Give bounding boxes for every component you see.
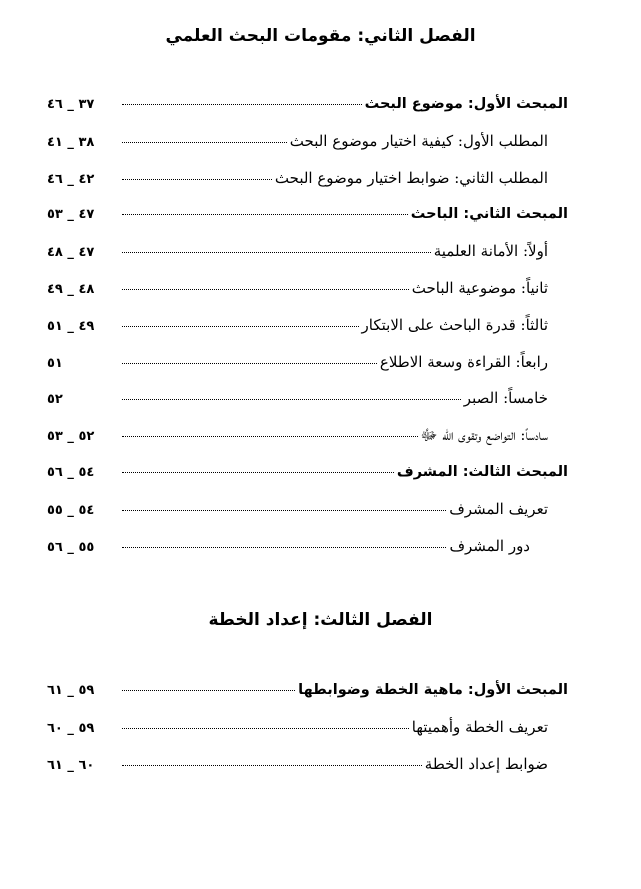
- chapter-2-toc: [47, 94, 568, 572]
- toc-entry[interactable]: [47, 717, 568, 754]
- toc-entry[interactable]: [47, 241, 568, 278]
- toc-entry[interactable]: [47, 315, 568, 352]
- toc-entry[interactable]: [47, 499, 568, 536]
- toc-entry-label: ضوابط إعداد الخطة: [424, 754, 548, 773]
- toc-entry[interactable]: [47, 204, 568, 241]
- chapter-3-title: الفصل الثالث: إعداد الخطة: [208, 610, 433, 630]
- toc-entry-pages: ٣٧ _ ٤٦: [47, 97, 95, 112]
- toc-entry-pages: ٥٩ _ ٦١: [47, 683, 95, 698]
- toc-entry[interactable]: [47, 168, 568, 205]
- toc-entry[interactable]: [47, 425, 568, 462]
- dot-leader: [122, 690, 295, 691]
- toc-entry[interactable]: [47, 680, 568, 717]
- toc-entry[interactable]: [47, 388, 568, 425]
- dot-leader: [122, 142, 287, 143]
- toc-entry-label: ثالثاً: قدرة الباحث على الابتكار: [361, 315, 548, 334]
- toc-entry[interactable]: [47, 462, 568, 499]
- toc-entry[interactable]: [47, 352, 568, 389]
- chapter-3-toc: [47, 680, 568, 790]
- dot-leader: [122, 728, 409, 729]
- toc-entry-pages: ٤٨ _ ٤٩: [47, 281, 95, 297]
- toc-entry[interactable]: [47, 536, 568, 573]
- toc-entry-pages: ٤٢ _ ٤٦: [47, 171, 95, 187]
- chapter-2-title: الفصل الثاني: مقومات البحث العلمي: [165, 26, 476, 46]
- dot-leader: [122, 289, 409, 290]
- toc-entry-label: تعريف الخطة وأهميتها: [411, 717, 548, 736]
- dot-leader: [122, 547, 446, 548]
- dot-leader: [122, 326, 359, 327]
- dot-leader: [122, 363, 377, 364]
- toc-entry-label: المبحث الأول: ماهية الخطة وضوابطها: [298, 682, 568, 698]
- toc-entry-pages: ٥٤ _ ٥٦: [47, 464, 95, 480]
- toc-entry-pages: ٤٧ _ ٥٣: [47, 207, 95, 223]
- toc-entry-label: ثانياً: موضوعية الباحث: [411, 278, 548, 297]
- toc-entry-label: المبحث الثالث: المشرف: [396, 463, 568, 480]
- toc-entry[interactable]: [47, 94, 568, 131]
- toc-entry-pages: ٤٩ _ ٥١: [47, 318, 95, 334]
- dot-leader: [122, 214, 408, 215]
- toc-entry-label: خامساً: الصبر: [463, 389, 548, 408]
- toc-entry-label: تعريف المشرف: [449, 499, 548, 518]
- toc-entry-label: دور المشرف: [449, 536, 530, 555]
- toc-entry[interactable]: [47, 754, 568, 791]
- toc-entry[interactable]: [47, 278, 568, 315]
- toc-entry-pages: ٥٩ _ ٦٠: [47, 720, 95, 736]
- toc-entry-pages: ٣٨ _ ٤١: [47, 134, 95, 150]
- toc-entry-pages: ٥٤ _ ٥٥: [47, 502, 95, 518]
- toc-entry-pages: ٥٥ _ ٥٦: [47, 539, 95, 555]
- toc-entry-label: رابعاً: القراءة وسعة الاطلاع: [379, 352, 548, 371]
- toc-entry-label: المبحث الأول: موضوع البحث: [364, 96, 568, 112]
- dot-leader: [122, 765, 422, 766]
- toc-entry-label: المبحث الثاني: الباحث: [410, 206, 568, 223]
- dot-leader: [122, 252, 431, 253]
- toc-entry-pages: ٦٠ _ ٦١: [47, 757, 95, 773]
- toc-entry-label: سادساً: التواضع وتقوى الله ﷻ: [420, 426, 548, 445]
- toc-entry-pages: ٤٧ _ ٤٨: [47, 245, 95, 261]
- toc-entry[interactable]: [47, 131, 568, 168]
- toc-entry-label: أولاً: الأمانة العلمية: [433, 242, 548, 261]
- dot-leader: [122, 436, 418, 437]
- toc-entry-pages: ٥١: [47, 355, 63, 371]
- dot-leader: [122, 399, 461, 400]
- toc-entry-label: المطلب الثاني: ضوابط اختيار موضوع البحث: [274, 168, 548, 187]
- toc-entry-pages: ٥٢: [47, 392, 63, 408]
- dot-leader: [122, 179, 272, 180]
- toc-entry-label: المطلب الأول: كيفية اختيار موضوع البحث: [289, 131, 548, 150]
- dot-leader: [122, 472, 394, 473]
- toc-entry-pages: ٥٢ _ ٥٣: [47, 429, 95, 445]
- dot-leader: [122, 104, 362, 105]
- dot-leader: [122, 510, 446, 511]
